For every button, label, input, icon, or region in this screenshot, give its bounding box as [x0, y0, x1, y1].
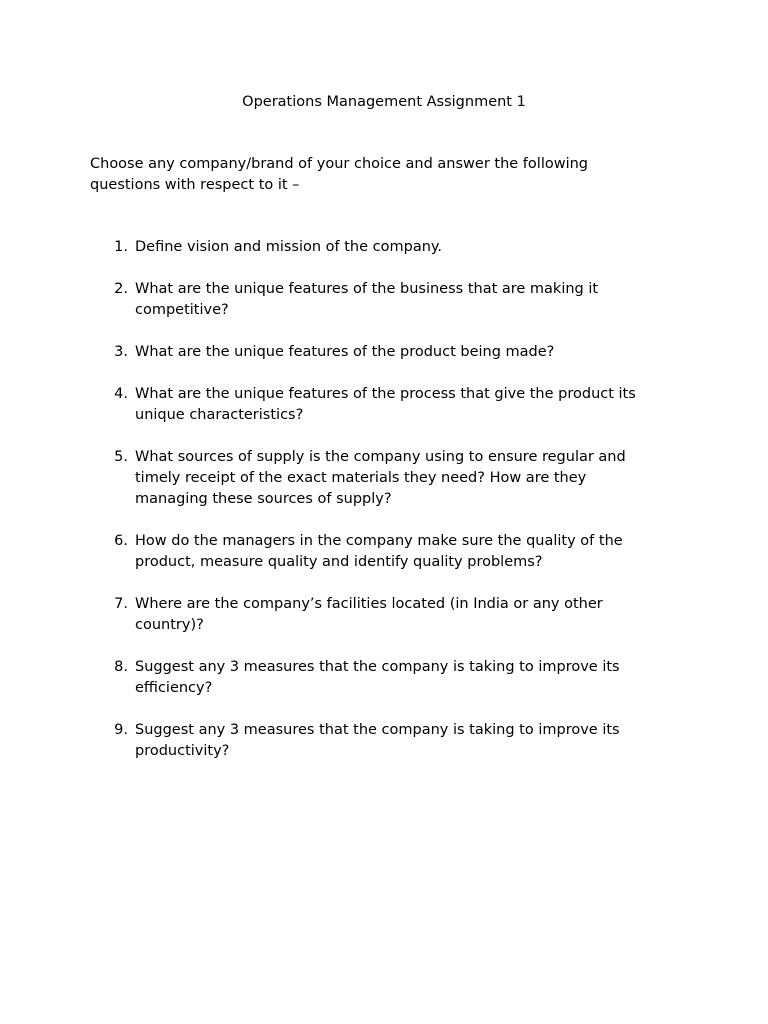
question-item-1 — [90, 237, 680, 258]
question-number: 5. — [114, 449, 128, 465]
intro-line: questions with respect to it – — [90, 177, 300, 193]
document-title: Operations Management Assignment 1 — [242, 94, 526, 110]
question-list — [90, 237, 680, 783]
question-number: 6. — [114, 533, 128, 549]
question-item-6 — [90, 531, 680, 573]
question-number: 1. — [114, 239, 128, 255]
question-text-line: timely receipt of the exact materials they need? How are they — [135, 470, 587, 486]
question-number: 8. — [114, 659, 128, 675]
intro-paragraph — [90, 154, 630, 196]
question-item-7 — [90, 594, 680, 636]
question-text-line: efficiency? — [135, 680, 213, 696]
question-item-4 — [90, 384, 680, 426]
question-text-line: Suggest any 3 measures that the company is taking to improve its — [135, 722, 620, 738]
question-text-line: country)? — [135, 617, 204, 633]
question-number: 3. — [114, 344, 128, 360]
question-text-line: product, measure quality and identify quality problems? — [135, 554, 543, 570]
question-item-5 — [90, 447, 680, 510]
question-item-3 — [90, 342, 680, 363]
question-text-line: What sources of supply is the company using to ensure regular and — [135, 449, 626, 465]
question-text-line: Suggest any 3 measures that the company is taking to improve its — [135, 659, 620, 675]
question-text-line: unique characteristics? — [135, 407, 304, 423]
question-text-line: What are the unique features of the process that give the product its — [135, 386, 636, 402]
question-text-line: competitive? — [135, 302, 229, 318]
question-text-line: productivity? — [135, 743, 230, 759]
question-number: 9. — [114, 722, 128, 738]
question-text-line: What are the unique features of the business that are making it — [135, 281, 599, 297]
question-item-8 — [90, 657, 680, 699]
question-text-line: How do the managers in the company make sure the quality of the — [135, 533, 623, 549]
question-number: 4. — [114, 386, 128, 402]
question-item-2 — [90, 279, 680, 321]
intro-line: Choose any company/brand of your choice and answer the following — [90, 156, 588, 172]
question-number: 7. — [114, 596, 128, 612]
question-text-line: What are the unique features of the product being made? — [135, 344, 555, 360]
question-item-9 — [90, 720, 680, 762]
question-text-line: Where are the company’s facilities located (in India or any other — [135, 596, 603, 612]
question-text-line: managing these sources of supply? — [135, 491, 392, 507]
question-number: 2. — [114, 281, 128, 297]
question-text-line: Define vision and mission of the company. — [135, 239, 443, 255]
